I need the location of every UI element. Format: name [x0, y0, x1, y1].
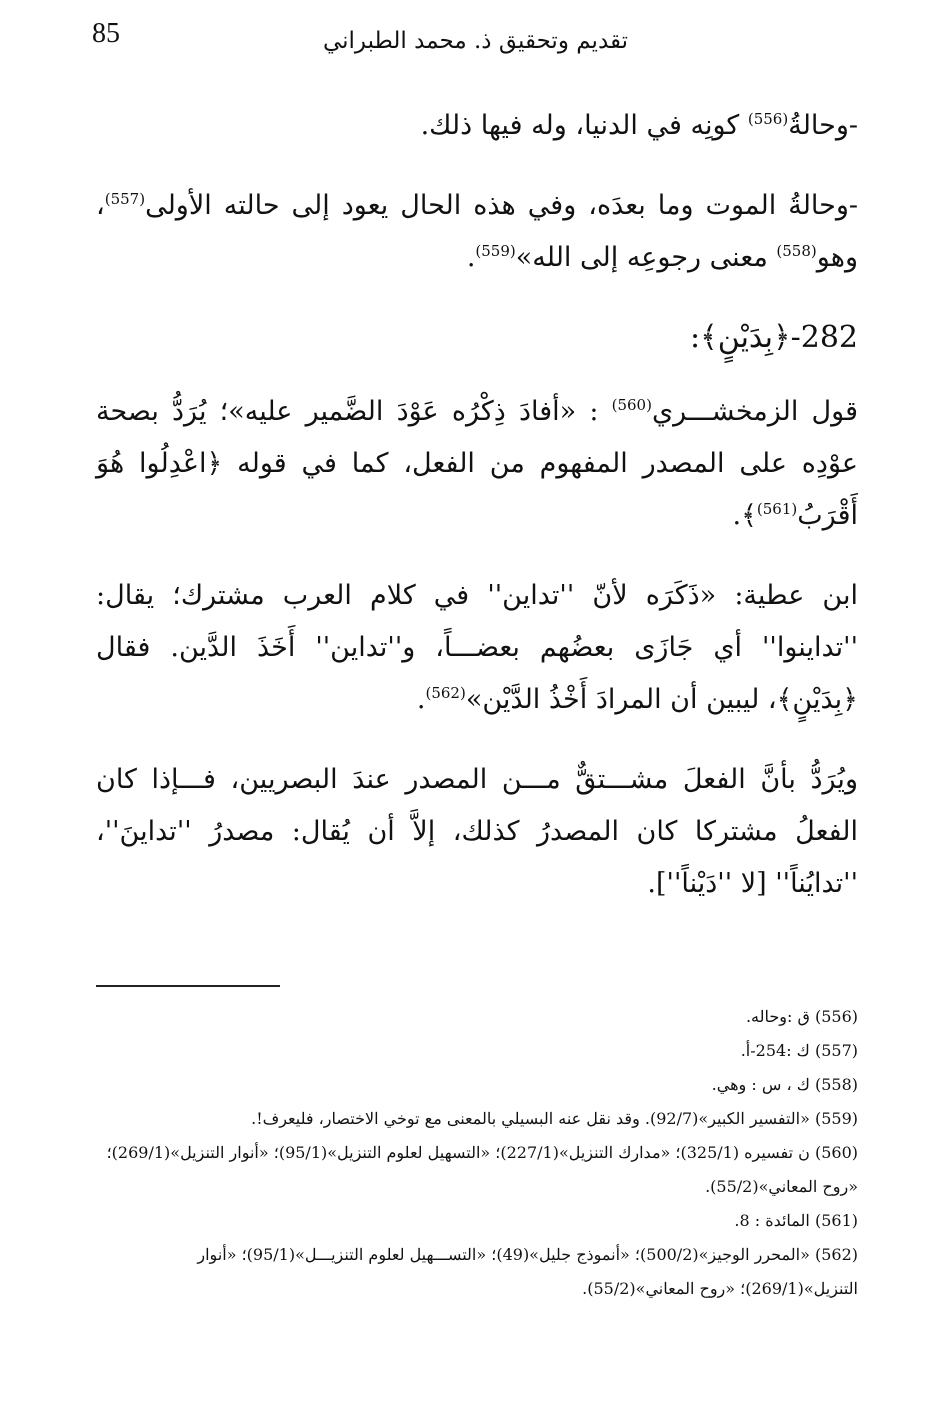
page-number: 85 — [92, 18, 120, 49]
footnote-divider — [96, 985, 280, 987]
footnote-562: (562) «المحرر الوجيز»(500/2)؛ «أنموذج جليل»(49)؛ «التســـهيل لعلوم التنزيـــل»(95/1)؛ «أنوار التنزيل»(269/1)؛ «روح المعاني»(55/2). — [197, 1245, 858, 1298]
text: ابن عطية: «ذَكَرَه لأنّ ''تداين'' في كلام العرب مشترك؛ يقال: ''تداينوا'' أي جَازَى بعضُهم بعضـــاً، و''تداين'' أَخَذَ الدَّين. فقال ﴿بِدَيْنٍ﴾، ليبين أن المرادَ أَخْذُ الدَّيْن» — [96, 580, 858, 715]
main-text — [96, 100, 858, 938]
footnote-559: (559) «التفسير الكبير»(92/7). وقد نقل عنه البسيلي بالمعنى مع توخي الاختصار، فليعرف!. — [251, 1109, 858, 1128]
footnote-ref-560[interactable]: (560) — [611, 396, 652, 414]
paragraph-1 — [96, 100, 858, 152]
footnote-ref-559[interactable]: (559) — [475, 242, 516, 260]
footnote-ref-562[interactable]: (562) — [425, 684, 466, 702]
text: . — [416, 684, 426, 715]
footnote-ref-558[interactable]: (558) — [776, 242, 817, 260]
running-head: تقديم وتحقيق ذ. محمد الطبراني — [322, 28, 629, 54]
footnote-560: (560) ن تفسيره (325/1)؛ «مدارك التنزيل»(227/1)؛ «التسهيل لعلوم التنزيل»(95/1)؛ «أنوار التنزيل»(269/1)؛ «روح المعاني»(55/2). — [106, 1143, 858, 1196]
text: ﴾. — [732, 500, 757, 531]
text: -وحالةُ — [788, 110, 858, 141]
paragraph-5: ويُرَدُّ بأنَّ الفعلَ مشـــتقٌّ مـــن المصدر عندَ البصريين، فـــإذا كان الفعلُ مشتركا كان المصدرُ كذلك، إلاَّ أن يُقال: مصدرُ ''تداينَ''، ''تدايُناً'' [لا ''دَيْناً'']. — [96, 764, 858, 899]
text: كونِه في الدنيا، وله فيها ذلك. — [420, 110, 748, 141]
text: . — [466, 242, 476, 273]
footnote-558: (558) ك ، س : وهي. — [711, 1075, 858, 1094]
text: -وحالةُ الموت وما بعدَه، وفي هذه الحال يعود إلى حالته الأولى — [145, 190, 858, 221]
text: ، وهو — [96, 190, 858, 273]
paragraph-3 — [96, 386, 858, 542]
footnote-ref-557[interactable]: (557) — [104, 190, 146, 208]
footnotes — [96, 1000, 858, 1306]
paragraph-2 — [96, 180, 858, 284]
text: معنى رجوعِه إلى الله» — [515, 242, 777, 273]
text: : «أفادَ ذِكْرُه عَوْدَ الضَّمير عليه»؛ يُرَدُّ بصحة عوْدِه على المصدر المفهوم من الفعل، كما في قوله ﴿اعْدِلُوا هُوَ أَقْرَبُ — [96, 396, 858, 531]
text: قول الزمخشـــري — [651, 396, 858, 427]
footnote-561: (561) المائدة : 8. — [734, 1211, 858, 1230]
verse-heading: 282-﴿بِدَيْنٍ﴾: — [690, 320, 858, 355]
footnote-556: (556) ق :وحاله. — [745, 1007, 858, 1026]
paragraph-4 — [96, 570, 858, 726]
footnote-557: (557) ك :254-أ. — [740, 1041, 858, 1060]
footnote-ref-561[interactable]: (561) — [756, 500, 798, 518]
footnote-ref-556[interactable]: (556) — [747, 110, 789, 128]
